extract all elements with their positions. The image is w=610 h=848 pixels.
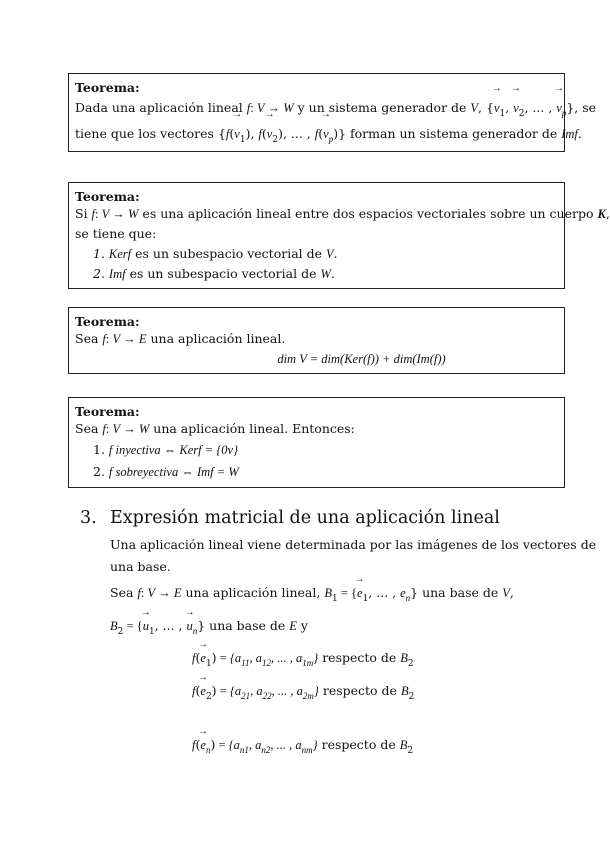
section-intro-line: una base. [110, 559, 171, 574]
theorem-title: Teorema: [75, 404, 140, 419]
list-item: 2. f sobreyectiva ⇔ Imf = W [93, 464, 239, 479]
theorem-box-injective-surjective [68, 397, 565, 488]
section-heading [80, 508, 500, 528]
section-intro-line: Una aplicación lineal viene determinada por las imágenes de los vectores de [110, 537, 597, 552]
theorem-text-line: Sea f: V → W una aplicación lineal. Entonces: [75, 421, 355, 436]
list-item: 2. Imf es un subespacio vectorial de W. [93, 266, 335, 281]
image-row: $f(\to e_2) = \{a_{21}$, $a_{22}$, ... , $a_{2m}$} respecto de $B_2$ [192, 683, 414, 699]
theorem-title: Teorema: [75, 80, 140, 95]
b2-line: $B_2$ = {→ $u_1$, ... , → $u_n$} una base de E y [110, 618, 308, 634]
sea-line: Sea f: V → E una aplicación lineal, $B_1$ = {→ $e_1$, ... , $e_n$} una base de V, [110, 585, 514, 601]
image-row: $f(\to e_1) = \{a_{11}$, $a_{12}$, ... , $a_{1m}$} respecto de $B_2$ [192, 650, 414, 666]
theorem-box-dimension [68, 307, 565, 374]
theorem-box-generators [68, 73, 597, 152]
list-item: 1. f inyectiva ⇔ Kerf = {0v} [93, 442, 239, 457]
theorem-text-line: se tiene que: [75, 226, 157, 241]
theorem-title: Teorema: [75, 189, 140, 204]
list-item: 1. Kerf es un subespacio vectorial de V. [93, 246, 338, 261]
theorem-text-line: Dada una aplicación lineal f: V → W y un sistema generador de V, {→ $v_1$, → $v_2$, ... , → $v_p$}, se [75, 95, 558, 121]
theorem-text-line: Sea f: V → E una aplicación lineal. [75, 331, 286, 346]
image-row: $f(\to e_n) = \{a_{n1}$, $a_{n2}$, ... , $a_{nm}$} respecto de $B_2$ [192, 737, 413, 753]
theorem-title: Teorema: [75, 314, 140, 329]
section-number: 3. [80, 508, 97, 528]
theorem-box-subspaces [68, 182, 610, 289]
theorem-text-line: Si f: V → W es una aplicación lineal entre dos espacios vectoriales sobre un cuerpo K, [75, 206, 610, 221]
section-title: Expresión matricial de una aplicación lineal [110, 508, 500, 528]
dimension-formula: dim V = dim(Ker(f)) + dim(Im(f)) [277, 352, 446, 366]
theorem-text-line: tiene que los vectores {$f(\to v_1)$, $f(\to v_2)$, ... , $f(\to v_p)$} forman un sistema generador de Imf. [75, 121, 558, 147]
